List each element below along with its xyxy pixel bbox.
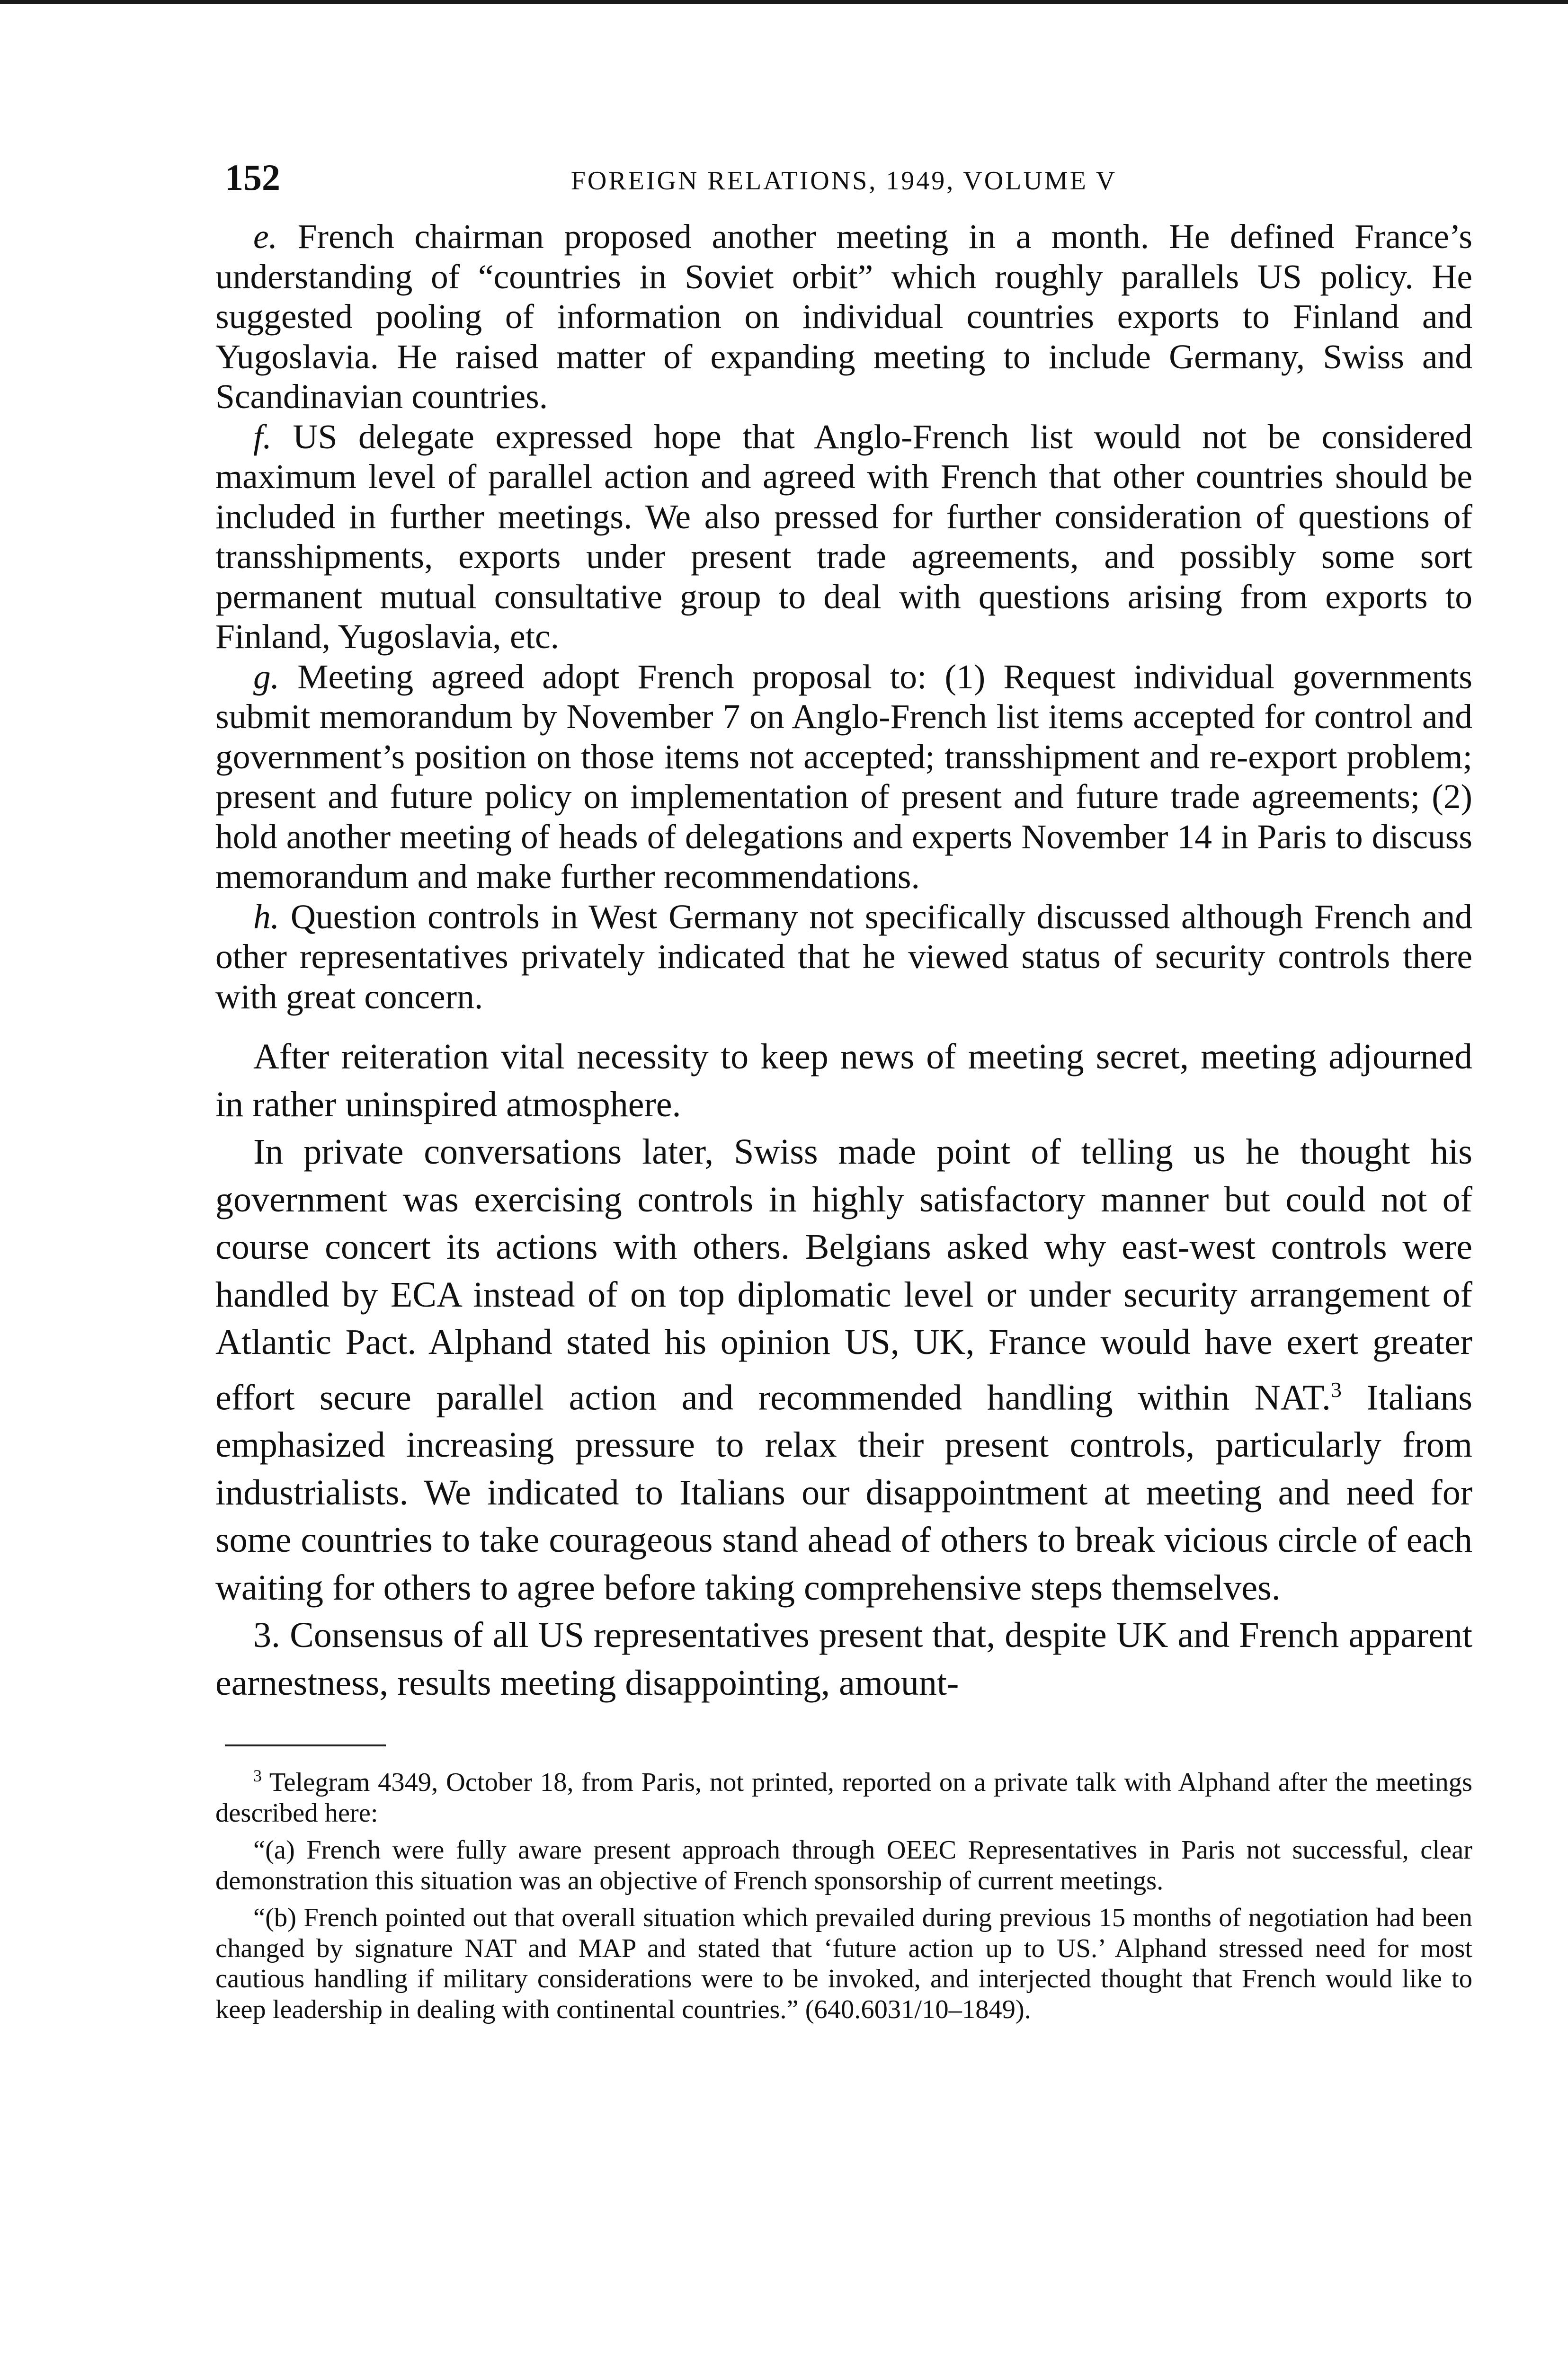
body-text: [215, 1033, 1472, 1707]
paragraph-consensus: 3. Consensus of all US representatives present that, despite UK and French apparent earnestness, results meeting disappointing, amount-: [215, 1615, 1472, 1703]
footnote-3: [215, 1761, 1472, 1828]
numbered-items: [215, 217, 1472, 1017]
item-label: h.: [253, 897, 280, 936]
paragraph-text: In private conversations later, Swiss made point of telling us he thought his government was exercising controls in highly satisfactory manner but could not of course concert its actions with others. Belgians asked why east-west controls were handled by ECA instead of on top diplomatic level or under security arrangement of Atlantic Pact. Alphand stated his opinion US, UK, France would have exert greater effort secure parallel action and recommended handling within NAT.: [215, 1132, 1472, 1417]
paragraph-adjournment: After reiteration vital necessity to keep news of meeting secret, meeting adjourned in rather uninspired atmosphere.: [215, 1037, 1472, 1124]
item-label: e.: [253, 217, 277, 256]
item-text: French chairman proposed another meeting in a month. He defined France’s understanding of “countries in Soviet orbit” which roughly parallels US policy. He suggested pooling of information on individual countries exports to Finland and Yugoslavia. He raised matter of expanding meeting to include Germany, Swiss and Scandinavian countries.: [215, 217, 1472, 416]
item-h: [215, 897, 1472, 1017]
document-page: [215, 151, 1472, 2031]
footnote-quote-b: “(b) French pointed out that overall situation which prevailed during previous 15 months of negotiation had been changed by signature NAT and MAP and stated that ‘future action up to US.’ Alphand stressed need for most cautious handling if military considerations were to be invoked, and interjected thought that French would like to keep leadership in dealing with continental countries.” (640.6031/10–1849).: [215, 1903, 1472, 2024]
item-f: [215, 417, 1472, 657]
top-border-rule: [0, 0, 1568, 4]
item-label: g.: [253, 657, 280, 696]
paragraph-text: Italians emphasized increasing pressure to relax their present controls, particularly from industrialists. We indicated to Italians our disappointment at meeting and need for some countries to take courageous stand ahead of others to break vicious circle of each waiting for others to agree before taking comprehensive steps themselves.: [215, 1377, 1472, 1608]
footnote-marker: 3: [253, 1766, 262, 1786]
item-e: [215, 217, 1472, 417]
page-header: [215, 151, 1472, 204]
item-label: f.: [253, 417, 272, 456]
footnote-reference: 3: [1330, 1377, 1342, 1402]
item-g: [215, 657, 1472, 897]
footnotes: [215, 1761, 1472, 2025]
footnote-divider: [225, 1744, 386, 1746]
item-text: US delegate expressed hope that Anglo-French list would not be considered maximum level of parallel action and agreed with French that other countries should be included in further meetings. We also pressed for further consideration of questions of transshipments, exports under present trade agreements, and possibly some sort permanent mutual consultative group to deal with questions arising from exports to Finland, Yugoslavia, etc.: [215, 417, 1472, 656]
item-text: Meeting agreed adopt French proposal to: (1) Request individual governments submit memorandum by November 7 on Anglo-French list items accepted for control and government’s position on those items not accepted; transshipment and re-export problem; present and future policy on implementation of present and future trade agreements; (2) hold another meeting of heads of delegations and experts November 14 in Paris to discuss memorandum and make further recommendations.: [215, 657, 1473, 896]
running-title: FOREIGN RELATIONS, 1949, VOLUME V: [570, 166, 1117, 196]
footnote-quote-a: “(a) French were fully aware present approach through OEEC Representatives in Paris not successful, clear demonstration this situation was an objective of French sponsorship of current meetings.: [215, 1835, 1472, 1895]
footnote-text: Telegram 4349, October 18, from Paris, not printed, reported on a private talk with Alphand after the meetings described here:: [215, 1768, 1472, 1828]
paragraph-private-conversations: [215, 1128, 1472, 1611]
page-number: 152: [225, 157, 280, 198]
item-text: Question controls in West Germany not specifically discussed although French and other representatives privately indicated that he viewed status of security controls there with great concern.: [215, 897, 1472, 1016]
